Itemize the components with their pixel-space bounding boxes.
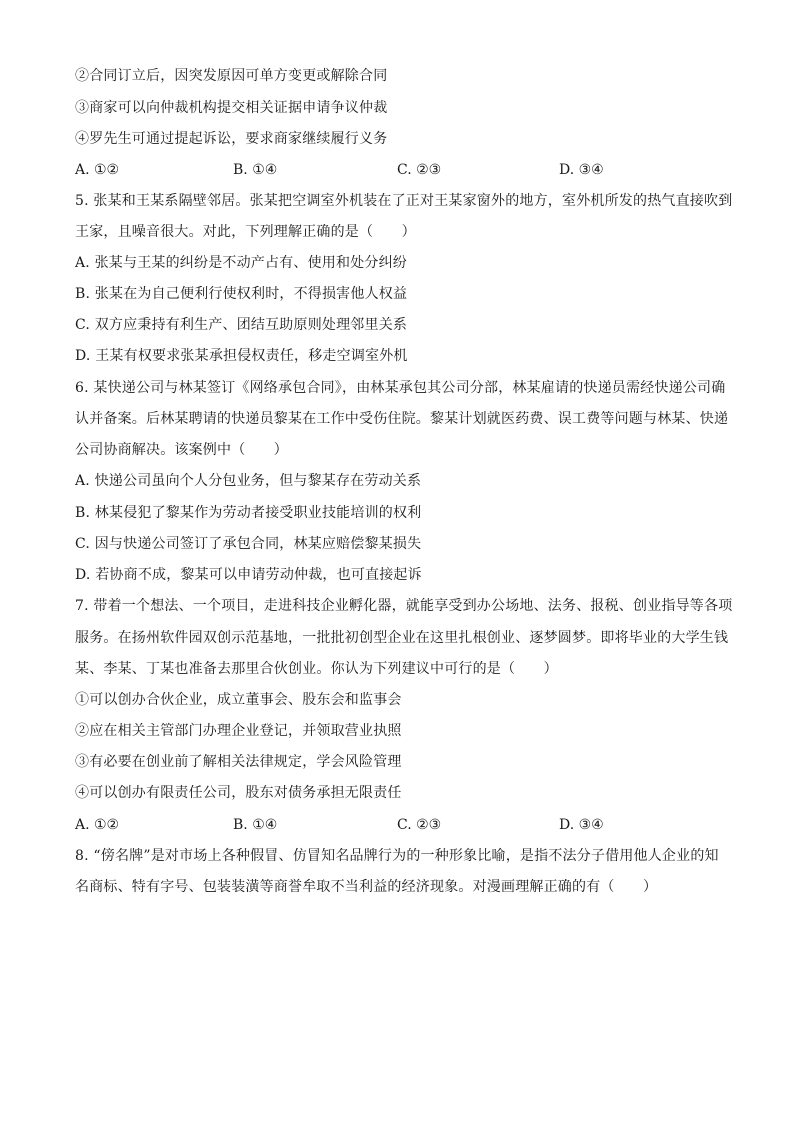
q7-option-c: C. ②③: [397, 817, 442, 833]
q6-option-a: A. 快递公司虽向个人分包业务，但与黎某存在劳动关系: [75, 473, 422, 489]
q4-option-b: B. ①④: [233, 162, 278, 178]
q4-statement-2: ②合同订立后，因突发原因可单方变更或解除合同: [75, 68, 388, 84]
q5-option-b: B. 张某在为自己便利行使权利时，不得损害他人权益: [75, 286, 408, 302]
q5-stem-line-2: 王家，且噪音很大。对此，下列理解正确的是（ ）: [75, 224, 416, 240]
q8-stem-line-1: 8. “傍名牌”是对市场上各种假冒、仿冒知名品牌行为的一种形象比喻，是指不法分子借用他人企业的知: [75, 848, 719, 864]
q7-option-d: D. ③④: [559, 817, 604, 833]
q5-stem-line-1: 5. 张某和王某系隔壁邻居。张某把空调室外机装在了正对王某家窗外的地方，室外机所发的热气直接吹到: [75, 193, 733, 209]
q6-stem-line-3: 公司协商解决。该案例中（ ）: [75, 442, 288, 458]
q4-option-c: C. ②③: [397, 162, 442, 178]
q4-statement-4: ④罗先生可通过提起诉讼，要求商家继续履行义务: [75, 131, 388, 147]
q4-option-d: D. ③④: [559, 162, 604, 178]
q7-stem-line-1: 7. 带着一个想法、一个项目，走进科技企业孵化器，就能享受到办公场地、法务、报税、创业指导等各项: [75, 598, 733, 614]
q7-option-b: B. ①④: [233, 817, 278, 833]
q7-statement-1: ①可以创办合伙企业，成立董事会、股东会和监事会: [75, 692, 402, 708]
q8-stem-line-2: 名商标、特有字号、包装装潢等商誉牟取不当利益的经济现象。对漫画理解正确的有（ ）: [75, 879, 658, 895]
q4-option-a: A. ①②: [75, 162, 120, 178]
q7-statement-3: ③有必要在创业前了解相关法律规定，学会风险管理: [75, 754, 402, 770]
q7-statement-4: ④可以创办有限责任公司，股东对债务承担无限责任: [75, 785, 402, 801]
q6-stem-line-2: 认并备案。后林某聘请的快递员黎某在工作中受伤住院。黎某计划就医药费、误工费等问题与林某、快递: [75, 411, 729, 427]
q7-option-a: A. ①②: [75, 817, 120, 833]
q5-option-a: A. 张某与王某的纠纷是不动产占有、使用和处分纠纷: [75, 255, 408, 271]
q6-option-b: B. 林某侵犯了黎某作为劳动者接受职业技能培训的权利: [75, 505, 422, 521]
q5-option-d: D. 王某有权要求张某承担侵权责任，移走空调室外机: [75, 348, 408, 364]
q5-option-c: C. 双方应秉持有利生产、团结互助原则处理邻里关系: [75, 317, 408, 333]
q4-statement-3: ③商家可以向仲裁机构提交相关证据申请争议仲裁: [75, 100, 388, 116]
q7-stem-line-3: 某、李某、丁某也准备去那里合伙创业。你认为下列建议中可行的是（ ）: [75, 661, 558, 677]
q7-statement-2: ②应在相关主管部门办理企业登记，并领取营业执照: [75, 723, 402, 739]
q6-option-d: D. 若协商不成，黎某可以申请劳动仲裁，也可直接起诉: [75, 567, 422, 583]
q6-stem-line-1: 6. 某快递公司与林某签订《网络承包合同》，由林某承包其公司分部，林某雇请的快递员需经快递公司确: [75, 380, 726, 396]
q6-option-c: C. 因与快递公司签订了承包合同，林某应赔偿黎某损失: [75, 536, 422, 552]
q7-stem-line-2: 服务。在扬州软件园双创示范基地，一批批初创型企业在这里扎根创业、逐梦圆梦。即将毕业的大学生钱: [75, 630, 729, 646]
